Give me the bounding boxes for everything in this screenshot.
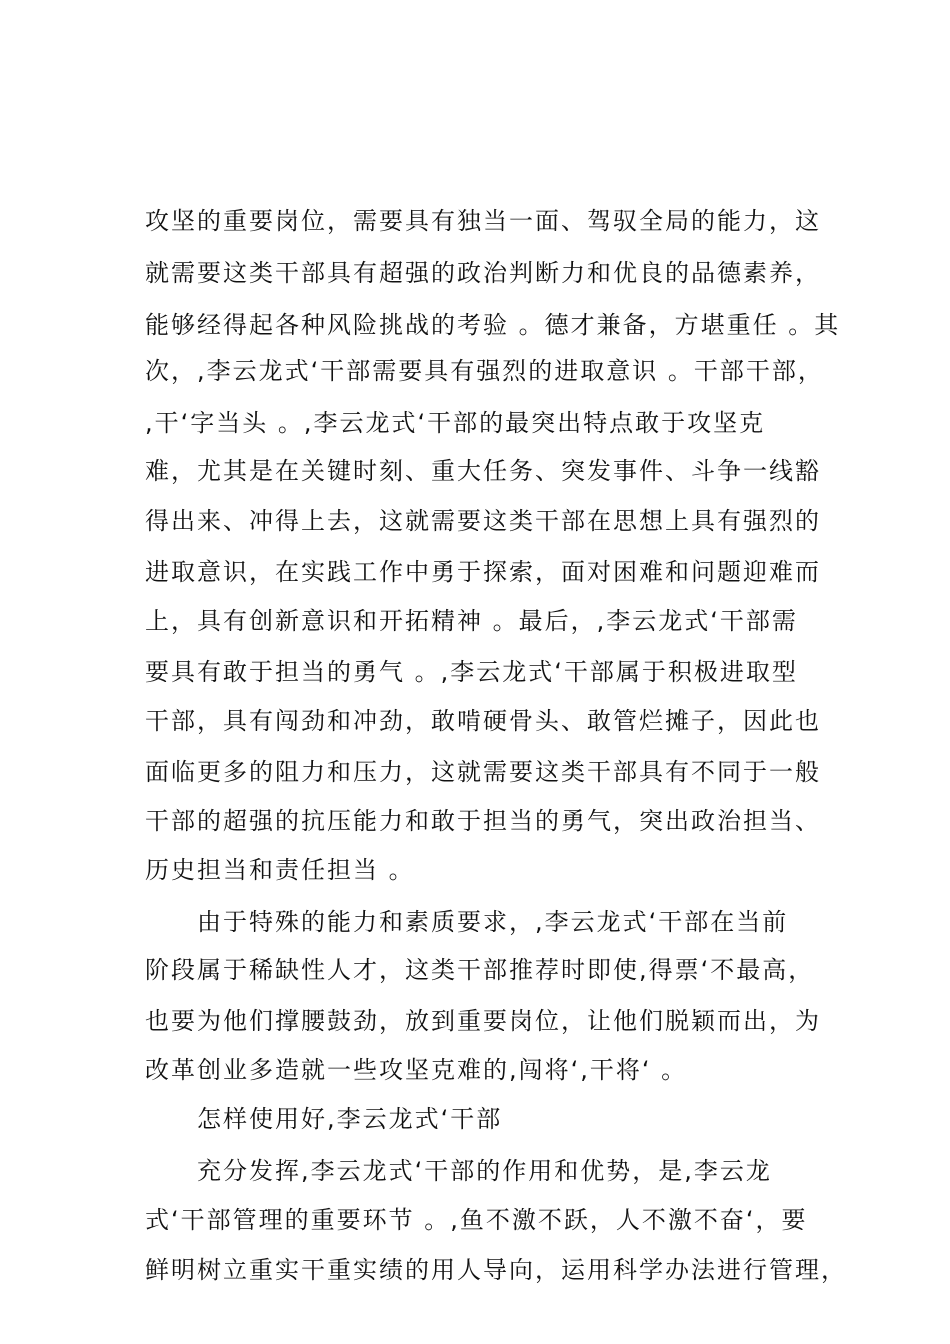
text-line: 进取意识，在实践工作中勇于探索，面对困难和问题迎难而	[145, 558, 821, 586]
paragraph-first-line: 充分发挥,李云龙式‘干部的作用和优势，是,李云龙	[197, 1157, 772, 1185]
section-heading: 怎样使用好,李云龙式‘干部	[197, 1105, 503, 1133]
text-line: 干部，具有闯劲和冲劲，敢啃硬骨头、敢管烂摊子，因此也	[145, 707, 821, 735]
text-line: 阶段属于稀缺性人才，这类干部推荐时即使,得票‘不最高，	[145, 956, 815, 984]
text-line: 次，,李云龙式‘干部需要具有强烈的进取意识 。干部干部，	[145, 357, 824, 385]
text-line: 式‘干部管理的重要环节 。,鱼不激不跃，人不激不奋‘，要	[145, 1206, 808, 1234]
text-line: 历史担当和责任担当 。	[145, 856, 415, 884]
text-line: 要具有敢于担当的勇气 。,李云龙式‘干部属于积极进取型	[145, 658, 798, 686]
text-line: 难，尤其是在关键时刻、重大任务、突发事件、斗争一线豁	[145, 457, 821, 485]
text-line: 鲜明树立重实干重实绩的用人导向，运用科学办法进行管理，	[145, 1256, 847, 1284]
text-line: 改革创业多造就一些攻坚克难的,闯将‘,干将‘ 。	[145, 1056, 688, 1084]
text-line: 能够经得起各种风险挑战的考验 。德才兼备，方堪重任 。其	[145, 311, 841, 339]
paragraph-first-line: 由于特殊的能力和素质要求，,李云龙式‘干部在当前	[197, 908, 789, 936]
text-line: 也要为他们撑腰鼓劲，放到重要岗位，让他们脱颖而出，为	[145, 1007, 821, 1035]
text-line: 上，具有创新意识和开拓精神 。最后，,李云龙式‘干部需	[145, 607, 798, 635]
text-line: 干部的超强的抗压能力和敢于担当的勇气，突出政治担当、	[145, 807, 821, 835]
text-line: 面临更多的阻力和压力，这就需要这类干部具有不同于一般	[145, 758, 821, 786]
text-line: ,干‘字当头 。,李云龙式‘干部的最突出特点敢于攻坚克	[145, 409, 766, 437]
text-line: 攻坚的重要岗位，需要具有独当一面、驾驭全局的能力，这	[145, 207, 821, 235]
text-line: 得出来、冲得上去，这就需要这类干部在思想上具有强烈的	[145, 507, 821, 535]
text-line: 就需要这类干部具有超强的政治判断力和优良的品德素养，	[145, 259, 821, 287]
